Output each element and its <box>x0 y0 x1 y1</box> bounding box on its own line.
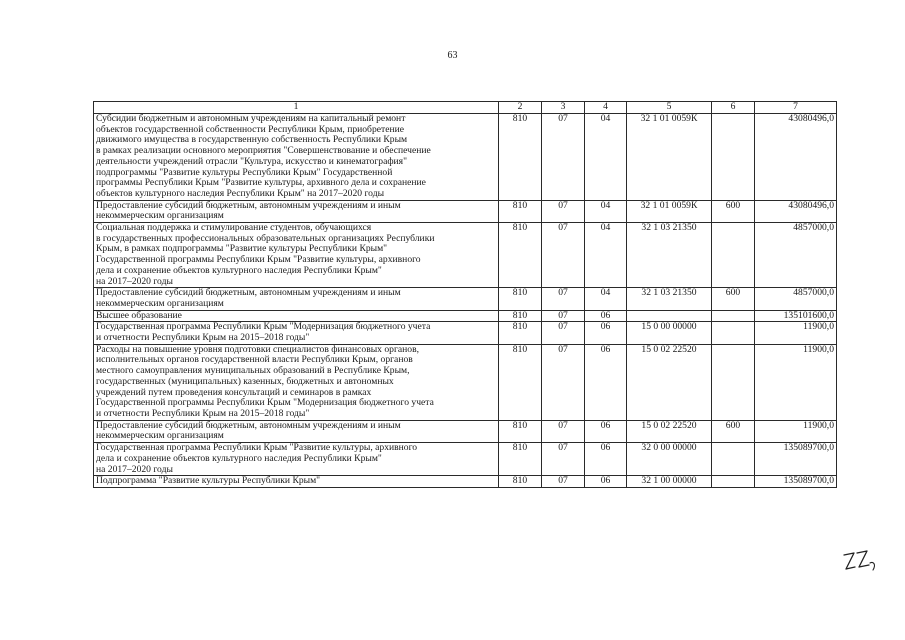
row-subsection: 06 <box>585 322 627 344</box>
row-subsection: 06 <box>585 310 627 322</box>
column-header: 1 <box>94 102 499 114</box>
table-row <box>94 476 837 488</box>
column-header: 7 <box>755 102 837 114</box>
row-ministry-code: 810 <box>499 223 542 288</box>
column-header: 6 <box>712 102 755 114</box>
row-name: Субсидии бюджетным и автономным учреждениям на капитальный ремонт объектов государственной собственности Республики Крым, приобретение движимого имущества в государственную собственность Республики Крым в рамках реализации основного мероприятия "Совершенствование и обеспечение деятельности учреждений отрасли "Культура, искусство и кинематография" подпрограммы "Развитие культуры Республики Крым" Государственной программы Республики Крым "Развитие культуры, архивного дела и сохранение объектов культурного наследия Республики Крым" на 2017–2020 годы <box>94 114 499 201</box>
row-amount: 43080496,0 <box>755 114 837 201</box>
row-expense-type <box>712 114 755 201</box>
row-amount: 4857000,0 <box>755 288 837 310</box>
column-header: 3 <box>542 102 585 114</box>
row-target-code: 32 1 01 0059К <box>627 114 712 201</box>
row-section: 07 <box>542 344 585 420</box>
row-target-code: 15 0 02 22520 <box>627 420 712 442</box>
header-row <box>94 102 837 114</box>
row-subsection: 04 <box>585 223 627 288</box>
table-row <box>94 420 837 442</box>
row-ministry-code: 810 <box>499 476 542 488</box>
row-name: Предоставление субсидий бюджетным, автономным учреждениям и иным некоммерческим организациям <box>94 420 499 442</box>
row-target-code: 32 0 00 00000 <box>627 443 712 476</box>
row-target-code: 15 0 00 00000 <box>627 322 712 344</box>
row-amount: 135101600,0 <box>755 310 837 322</box>
row-target-code <box>627 310 712 322</box>
row-name: Предоставление субсидий бюджетным, автономным учреждениям и иным некоммерческим организациям <box>94 288 499 310</box>
row-name: Высшее образование <box>94 310 499 322</box>
row-subsection: 04 <box>585 114 627 201</box>
row-subsection: 04 <box>585 288 627 310</box>
row-section: 07 <box>542 223 585 288</box>
row-section: 07 <box>542 288 585 310</box>
row-expense-type: 600 <box>712 420 755 442</box>
table-row <box>94 322 837 344</box>
row-subsection: 04 <box>585 200 627 222</box>
table-row <box>94 223 837 288</box>
row-expense-type <box>712 344 755 420</box>
row-target-code: 32 1 00 00000 <box>627 476 712 488</box>
row-subsection: 06 <box>585 476 627 488</box>
row-expense-type <box>712 310 755 322</box>
table-row <box>94 310 837 322</box>
row-section: 07 <box>542 200 585 222</box>
row-expense-type <box>712 322 755 344</box>
row-ministry-code: 810 <box>499 420 542 442</box>
row-ministry-code: 810 <box>499 310 542 322</box>
column-header: 2 <box>499 102 542 114</box>
row-target-code: 32 1 01 0059К <box>627 200 712 222</box>
row-expense-type <box>712 223 755 288</box>
table-row <box>94 200 837 222</box>
row-section: 07 <box>542 322 585 344</box>
handwritten-initials <box>840 543 880 577</box>
row-section: 07 <box>542 476 585 488</box>
page-number: 63 <box>447 50 458 61</box>
row-section: 07 <box>542 310 585 322</box>
row-section: 07 <box>542 114 585 201</box>
table-row <box>94 114 837 201</box>
row-section: 07 <box>542 420 585 442</box>
row-amount: 11900,0 <box>755 344 837 420</box>
row-subsection: 06 <box>585 344 627 420</box>
table-row <box>94 443 837 476</box>
row-target-code: 15 0 02 22520 <box>627 344 712 420</box>
row-amount: 11900,0 <box>755 420 837 442</box>
row-subsection: 06 <box>585 443 627 476</box>
column-header: 5 <box>627 102 712 114</box>
row-name: Государственная программа Республики Крым "Развитие культуры, архивного дела и сохранение объектов культурного наследия Республики Крым" на 2017–2020 годы <box>94 443 499 476</box>
row-ministry-code: 810 <box>499 200 542 222</box>
row-amount: 4857000,0 <box>755 223 837 288</box>
table-row <box>94 288 837 310</box>
row-expense-type <box>712 443 755 476</box>
row-section: 07 <box>542 443 585 476</box>
row-amount: 135089700,0 <box>755 443 837 476</box>
row-ministry-code: 810 <box>499 344 542 420</box>
row-name: Предоставление субсидий бюджетным, автономным учреждениям и иным некоммерческим организациям <box>94 200 499 222</box>
row-ministry-code: 810 <box>499 288 542 310</box>
table-row <box>94 344 837 420</box>
row-target-code: 32 1 03 21350 <box>627 223 712 288</box>
row-target-code: 32 1 03 21350 <box>627 288 712 310</box>
row-expense-type: 600 <box>712 288 755 310</box>
row-expense-type: 600 <box>712 200 755 222</box>
row-name: Государственная программа Республики Крым "Модернизация бюджетного учета и отчетности Республики Крым на 2015–2018 годы" <box>94 322 499 344</box>
row-expense-type <box>712 476 755 488</box>
row-ministry-code: 810 <box>499 443 542 476</box>
row-name: Расходы на повышение уровня подготовки специалистов финансовых органов, исполнительных органов государственной власти Республики Крым, органов местного самоуправления муниципальных образований в Республике Крым, государственных (муниципальных) казенных, бюджетных и автономных учреждений путем проведения консультаций и семинаров в рамках Государственной программы Республики Крым "Модернизация бюджетного учета и отчетности Республики Крым на 2015–2018 годы" <box>94 344 499 420</box>
row-amount: 135089700,0 <box>755 476 837 488</box>
row-name: Социальная поддержка и стимулирование студентов, обучающихся в государственных профессиональных образовательных организациях Республики Крым, в рамках подпрограммы "Развитие культуры Республики Крым" Государственной программы Республики Крым "Развитие культуры, архивного дела и сохранение объектов культурного наследия Республики Крым" на 2017–2020 годы <box>94 223 499 288</box>
row-amount: 43080496,0 <box>755 200 837 222</box>
column-header: 4 <box>585 102 627 114</box>
budget-table <box>93 101 837 488</box>
row-subsection: 06 <box>585 420 627 442</box>
row-ministry-code: 810 <box>499 322 542 344</box>
row-ministry-code: 810 <box>499 114 542 201</box>
row-name: Подпрограмма "Развитие культуры Республики Крым" <box>94 476 499 488</box>
row-amount: 11900,0 <box>755 322 837 344</box>
